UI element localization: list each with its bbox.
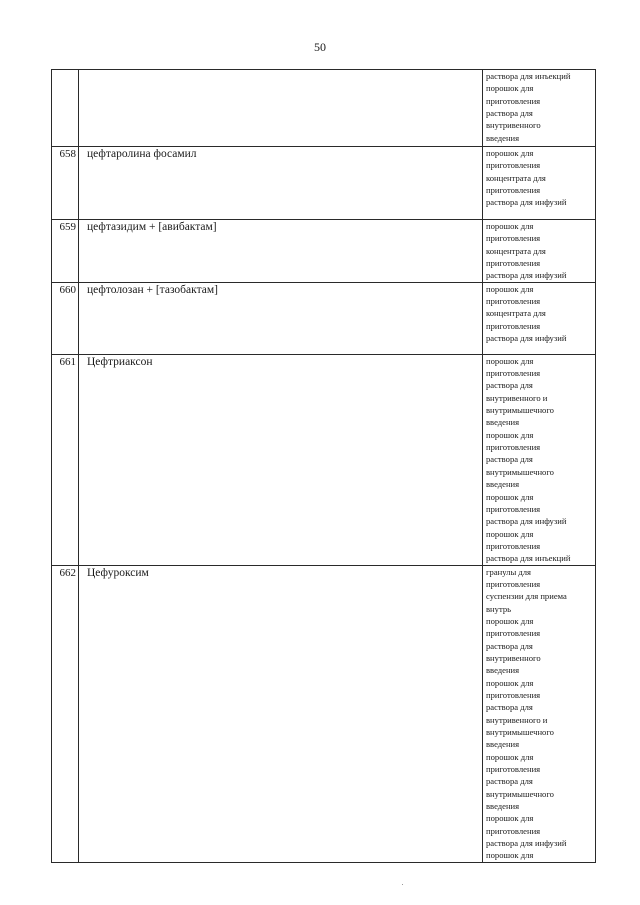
drug-table xyxy=(51,69,596,863)
dosage-form-line: внутривенного и xyxy=(486,392,548,403)
row-number: 661 xyxy=(52,354,79,565)
table-row xyxy=(52,147,596,220)
dosage-forms xyxy=(483,565,596,862)
dosage-form-line: внутрь xyxy=(486,603,512,614)
dosage-form-line: внутривенного и xyxy=(486,714,548,725)
dosage-form-line: внутривенного xyxy=(486,652,541,663)
dosage-form-line: раствора для xyxy=(486,454,533,465)
dosage-form-line: приготовления xyxy=(486,690,541,700)
table-row xyxy=(52,565,596,862)
dosage-form-line: введения xyxy=(486,739,520,750)
dosage-form-line: внутримышечного xyxy=(486,788,554,799)
drug-name: Цефтриаксон xyxy=(79,354,483,565)
dosage-form-line: порошок для xyxy=(486,148,534,158)
dosage-form-line: порошок для xyxy=(486,850,534,861)
dosage-form-line: приготовления xyxy=(486,160,541,171)
drug-name: цефтазидим + [авибактам] xyxy=(79,220,483,283)
dosage-form-line: порошок для xyxy=(486,491,534,502)
row-number: 658 xyxy=(52,147,79,220)
dosage-form-line: приготовления xyxy=(486,296,541,307)
dosage-form-line: приготовления xyxy=(486,233,541,244)
dosage-form-line: раствора для инфузий xyxy=(486,838,567,849)
dosage-form-line: введения xyxy=(486,665,520,676)
dosage-form-line: раствора для инфузий xyxy=(486,516,567,527)
drug-name: Цефуроксим xyxy=(79,565,483,862)
row-number: 662 xyxy=(52,565,79,862)
dosage-forms xyxy=(483,70,596,147)
dosage-form-line: внутримышечного xyxy=(486,727,554,738)
dosage-form-line: приготовления xyxy=(486,764,541,775)
table-row xyxy=(52,282,596,354)
dosage-form-line: приготовления xyxy=(486,320,541,331)
dosage-form-line: раствора для инфузий xyxy=(486,270,567,281)
dosage-form-line: введения xyxy=(486,132,520,143)
dosage-forms xyxy=(483,220,596,283)
dosage-form-line: порошок для xyxy=(486,83,534,94)
dosage-form-line: приготовления xyxy=(486,825,541,836)
dosage-form-line: приготовления xyxy=(486,185,541,196)
drug-name: цефтолозан + [тазобактам] xyxy=(79,282,483,354)
dosage-form-line: раствора для инъекций xyxy=(486,553,571,564)
drug-table-body xyxy=(52,70,596,863)
dosage-form-line: приготовления xyxy=(486,578,541,589)
dosage-form-line: введения xyxy=(486,417,520,428)
row-number: 660 xyxy=(52,282,79,354)
dosage-form-line: концентрата для xyxy=(486,308,546,319)
drug-name: цефтаролина фосамил xyxy=(79,147,483,220)
dosage-form-line: приготовления xyxy=(486,368,541,379)
dosage-form-line: порошок для xyxy=(486,528,534,539)
dosage-form-line: раствора для xyxy=(486,702,533,713)
row-number xyxy=(52,70,79,147)
dosage-form-line: порошок для xyxy=(486,677,534,688)
dosage-form-line: концентрата для xyxy=(486,172,546,183)
dosage-form-line: приготовления xyxy=(486,540,541,551)
dosage-form-line: внутримышечного xyxy=(486,405,554,416)
table-row xyxy=(52,220,596,283)
dosage-form-line: порошок для xyxy=(486,283,534,294)
scan-artifact xyxy=(402,884,403,885)
dosage-form-line: порошок для xyxy=(486,355,534,366)
dosage-form-line: раствора для xyxy=(486,776,533,787)
dosage-form-line: приготовления xyxy=(486,95,541,106)
dosage-form-line: раствора для инъекций xyxy=(486,71,571,81)
dosage-form-line: порошок для xyxy=(486,751,534,762)
dosage-form-line: раствора для инфузий xyxy=(486,197,567,208)
dosage-form-line: введения xyxy=(486,801,520,812)
dosage-form-line: порошок для xyxy=(486,813,534,824)
page-number: 50 xyxy=(314,40,326,54)
dosage-form-line: суспензии для приема xyxy=(486,591,567,602)
dosage-form-line: раствора для xyxy=(486,380,533,391)
dosage-form-line: раствора для инфузий xyxy=(486,333,567,344)
dosage-form-line: раствора для xyxy=(486,640,533,651)
dosage-form-line: внутримышечного xyxy=(486,466,554,477)
dosage-form-line: раствора для xyxy=(486,108,533,119)
dosage-forms xyxy=(483,354,596,565)
drug-name xyxy=(79,70,483,147)
dosage-form-line: порошок для xyxy=(486,615,534,626)
dosage-form-line: порошок для xyxy=(486,221,534,231)
dosage-form-line: гранулы для xyxy=(486,566,531,577)
dosage-form-line: внутривенного xyxy=(486,120,541,131)
dosage-form-line: приготовления xyxy=(486,503,541,514)
dosage-form-line: приготовления xyxy=(486,442,541,453)
table-row xyxy=(52,70,596,147)
dosage-form-line: порошок для xyxy=(486,429,534,440)
dosage-forms xyxy=(483,282,596,354)
dosage-forms xyxy=(483,147,596,220)
dosage-form-line: концентрата для xyxy=(486,245,546,256)
table-row xyxy=(52,354,596,565)
dosage-form-line: введения xyxy=(486,479,520,490)
row-number: 659 xyxy=(52,220,79,283)
dosage-form-line: приготовления xyxy=(486,258,541,269)
dosage-form-line: приготовления xyxy=(486,628,541,639)
